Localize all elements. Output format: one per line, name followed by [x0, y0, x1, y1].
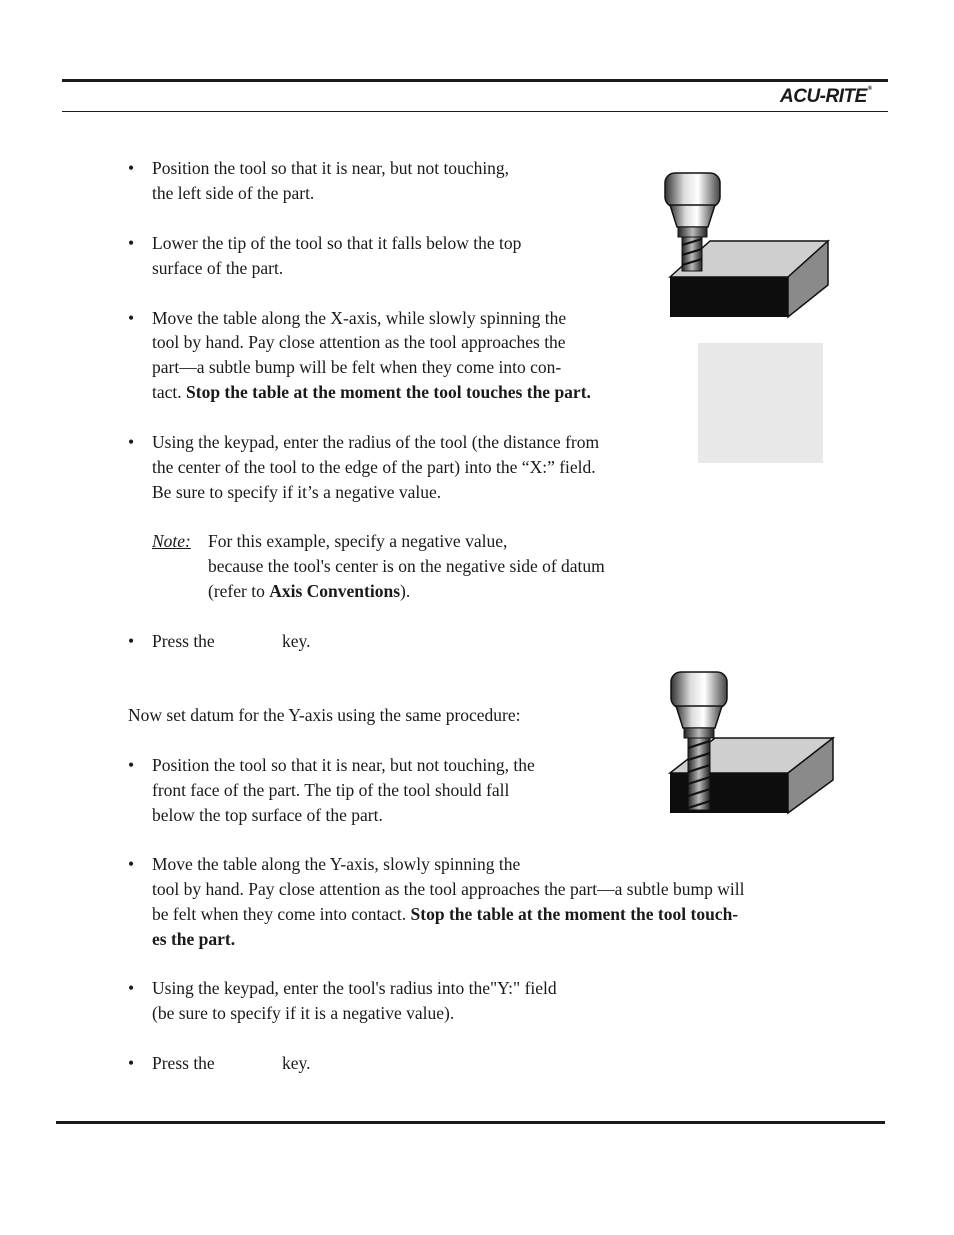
y-step2-bold: Stop the table at the moment the tool touch-: [410, 904, 739, 924]
logo-text: ACU-RITE: [780, 86, 867, 107]
bullet: •: [128, 854, 135, 874]
y-step2-line4: [152, 927, 235, 952]
y-step4-press: Press the: [152, 1053, 215, 1073]
bullet: •: [128, 158, 135, 178]
bullet: •: [128, 308, 135, 328]
y-step1-line1: Position the tool so that it is near, but not touching, the: [152, 755, 535, 775]
bullet: •: [128, 978, 135, 998]
x-step3-line4: [152, 380, 591, 405]
x-step2-line1: Lower the tip of the tool so that it falls below the top: [152, 233, 522, 253]
x-step3-bold: Stop the table at the moment the tool touches the part.: [186, 382, 591, 402]
y-step4-key: key.: [282, 1053, 311, 1073]
note-line1: For this example, specify a negative value,: [208, 531, 508, 551]
header-rule-thick: [62, 79, 888, 82]
registered-mark: ®: [867, 86, 872, 92]
x-step3-plain: tact.: [152, 382, 187, 402]
y-step1-line3: below the top surface of the part.: [152, 805, 383, 825]
bullet: •: [128, 631, 135, 651]
bullet: •: [128, 432, 135, 452]
y-step2-plain: be felt when they come into contact.: [152, 904, 411, 924]
axis-conventions-ref: Axis Conventions: [269, 581, 401, 601]
x-step3-line1: Move the table along the X-axis, while slowly spinning the: [152, 308, 567, 328]
header-rule-thin: [62, 111, 888, 112]
x-step4-line2: the center of the tool to the edge of the part) into the “X:” field.: [152, 457, 596, 477]
y-step1-line2: front face of the part. The tip of the tool should fall: [152, 780, 510, 800]
y-step2-bold-end: es the part.: [152, 929, 236, 949]
note-label: Note:: [152, 531, 191, 551]
bullet: •: [128, 233, 135, 253]
bullet: •: [128, 1053, 135, 1073]
tool-front-face-figure: [665, 668, 837, 818]
x-step1-line2: the left side of the part.: [152, 183, 315, 203]
note-line2: because the tool's center is on the negative side of datum: [208, 556, 605, 576]
x-step4-line1: Using the keypad, enter the radius of the tool (the distance from: [152, 432, 600, 452]
acu-rite-logo: [780, 86, 872, 108]
y-step2-line2: tool by hand. Pay close attention as the tool approaches the part—a subtle bump will: [152, 879, 745, 899]
key-placeholder-box: [698, 343, 823, 463]
note-plain-a: (refer to: [208, 581, 270, 601]
x-step4-line3: Be sure to specify if it’s a negative value.: [152, 482, 442, 502]
y-step2-line3: [152, 902, 738, 927]
x-step3-line2: tool by hand. Pay close attention as the tool approaches the: [152, 332, 566, 352]
y-intro: Now set datum for the Y-axis using the same procedure:: [128, 705, 521, 725]
x-step5-press: Press the: [152, 631, 215, 651]
x-step2-line2: surface of the part.: [152, 258, 284, 278]
y-step2-line1: Move the table along the Y-axis, slowly spinning the: [152, 854, 521, 874]
x-step3-line3: part—a subtle bump will be felt when they come into con-: [152, 357, 562, 377]
tool-left-side-figure: [660, 165, 835, 320]
y-step3-line2: (be sure to specify if it is a negative value).: [152, 1003, 455, 1023]
x-step5-key: key.: [282, 631, 311, 651]
y-step3-line1: Using the keypad, enter the tool's radius into the"Y:" field: [152, 978, 557, 998]
note-plain-b: ).: [400, 581, 411, 601]
x-step1-line1: Position the tool so that it is near, but not touching,: [152, 158, 510, 178]
note-line3: [208, 579, 410, 604]
footer-rule: [56, 1121, 885, 1124]
bullet: •: [128, 755, 135, 775]
